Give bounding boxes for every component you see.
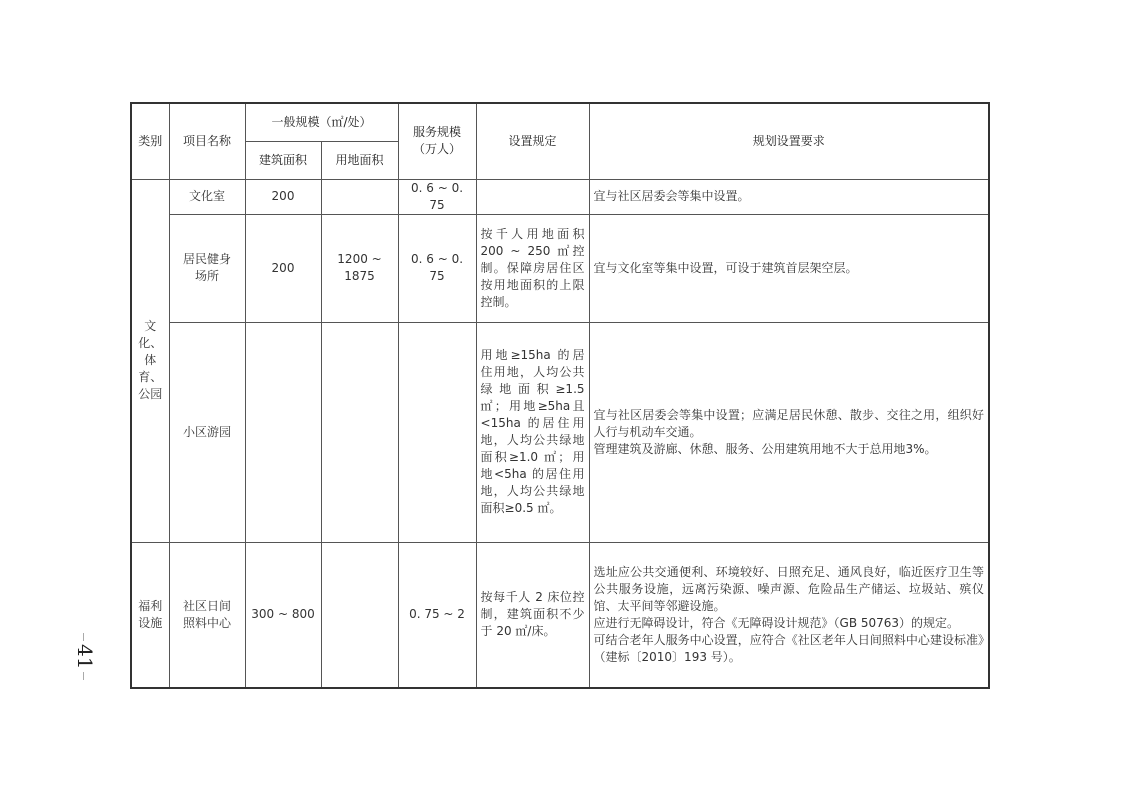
header-row-1 xyxy=(131,103,989,141)
category-cell: 福利 设施 xyxy=(131,542,169,688)
header-category: 类别 xyxy=(131,103,169,179)
page-number-text: 41 xyxy=(73,644,97,670)
category-cell: 文化、 体育、 公园 xyxy=(131,179,169,542)
page-number xyxy=(73,630,97,690)
requirement-cell: 宜与文化室等集中设置，可设于建筑首层架空层。 xyxy=(589,214,989,322)
project-name-cell: 居民健身 场所 xyxy=(169,214,245,322)
header-general-scale: 一般规模（㎡/处） xyxy=(245,103,398,141)
requirement-cell: 宜与社区居委会等集中设置。 xyxy=(589,179,989,214)
header-service-scale: 服务规模 （万人） xyxy=(398,103,476,179)
land-area-cell xyxy=(321,322,398,542)
project-name-cell: 社区日间 照料中心 xyxy=(169,542,245,688)
service-scale-cell: 0. 6 ~ 0. 75 xyxy=(398,214,476,322)
header-planning-requirement: 规划设置要求 xyxy=(589,103,989,179)
setting-rule-cell: 按千人用地面积200 ~ 250 ㎡控制。保障房居住区按用地面积的上限控制。 xyxy=(476,214,589,322)
service-scale-cell: 0. 6 ~ 0. 75 xyxy=(398,179,476,214)
building-area-cell: 200 xyxy=(245,214,321,322)
table-row xyxy=(131,322,989,542)
page-tick-right xyxy=(83,672,84,680)
requirement-cell: 宜与社区居委会等集中设置；应满足居民休憩、散步、交往之用，组织好人行与机动车交通。 管理建筑及游廊、休憩、服务、公用建筑用地不大于总用地3%。 xyxy=(589,322,989,542)
header-building-area: 建筑面积 xyxy=(245,141,321,179)
page-tick-left xyxy=(83,633,84,641)
table-row xyxy=(131,214,989,322)
building-area-cell: 200 xyxy=(245,179,321,214)
requirement-cell: 选址应公共交通便利、环境较好、日照充足、通风良好，临近医疗卫生等公共服务设施，远离污染源、噪声源、危险品生产储运、垃圾站、殡仪馆、太平间等邻避设施。 应进行无障碍设计，符合《无障碍设计规范》（GB 50763）的规定。 可结合老年人服务中心设置，应符合《社区老年人日间照料中心建设标准》（建标〔2010〕193 号）。 xyxy=(589,542,989,688)
facility-table xyxy=(130,102,990,689)
table-row xyxy=(131,179,989,214)
table-row xyxy=(131,542,989,688)
setting-rule-cell: 按每千人 2 床位控制，建筑面积不少于 20 ㎡/床。 xyxy=(476,542,589,688)
land-area-cell xyxy=(321,542,398,688)
header-project-name: 项目名称 xyxy=(169,103,245,179)
setting-rule-cell xyxy=(476,179,589,214)
service-scale-cell: 0. 75 ~ 2 xyxy=(398,542,476,688)
header-land-area: 用地面积 xyxy=(321,141,398,179)
setting-rule-cell: 用地≥15ha 的居住用地，人均公共绿地面积≥1.5 ㎡；用地≥5ha且<15ha 的居住用地，人均公共绿地面积≥1.0 ㎡；用地<5ha 的居住用地，人均公共绿地面积≥0.5 ㎡。 xyxy=(476,322,589,542)
building-area-cell: 300 ~ 800 xyxy=(245,542,321,688)
land-area-cell xyxy=(321,179,398,214)
service-scale-cell xyxy=(398,322,476,542)
project-name-cell: 文化室 xyxy=(169,179,245,214)
project-name-cell: 小区游园 xyxy=(169,322,245,542)
land-area-cell: 1200 ~ 1875 xyxy=(321,214,398,322)
building-area-cell xyxy=(245,322,321,542)
header-setting-rule: 设置规定 xyxy=(476,103,589,179)
